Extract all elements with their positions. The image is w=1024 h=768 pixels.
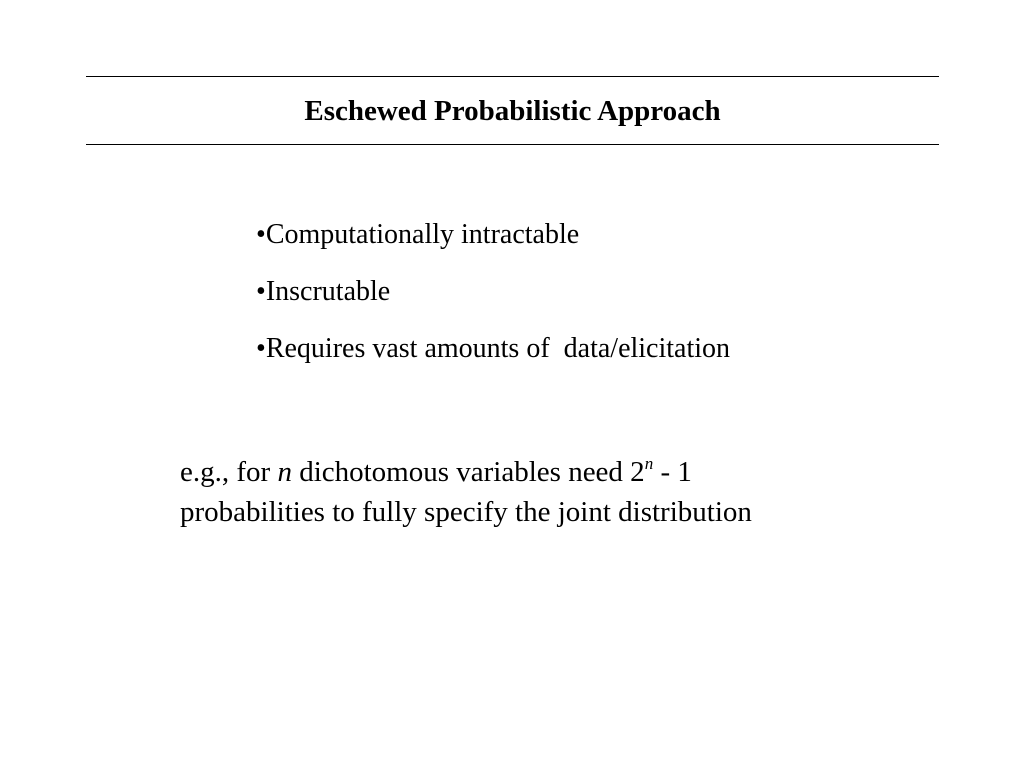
example-line-2: probabilities to fully specify the joint distribution <box>180 496 752 528</box>
bullet-text: Requires vast amounts of data/elicitation <box>265 333 731 364</box>
bullet-marker: • <box>256 219 266 250</box>
exponent-n: n <box>644 454 654 473</box>
slide-title: Eschewed Probabilistic Approach <box>304 95 721 127</box>
bullet-list <box>256 217 730 388</box>
example-text <box>180 452 900 532</box>
bullet-marker: • <box>256 276 266 307</box>
variable-n: n <box>277 456 292 488</box>
bullet-item <box>256 331 730 367</box>
bottom-divider <box>86 144 939 145</box>
bullet-text: Computationally intractable <box>265 219 580 250</box>
example-line-1 <box>180 452 900 492</box>
bullet-item <box>256 217 730 253</box>
example-middle: dichotomous variables need 2 <box>291 456 645 488</box>
example-suffix: - 1 <box>653 456 692 488</box>
bullet-text: Inscrutable <box>265 276 391 307</box>
bullet-item <box>256 274 730 310</box>
bullet-marker: • <box>256 333 266 364</box>
example-prefix: e.g., for <box>180 456 278 488</box>
top-divider <box>86 76 939 77</box>
